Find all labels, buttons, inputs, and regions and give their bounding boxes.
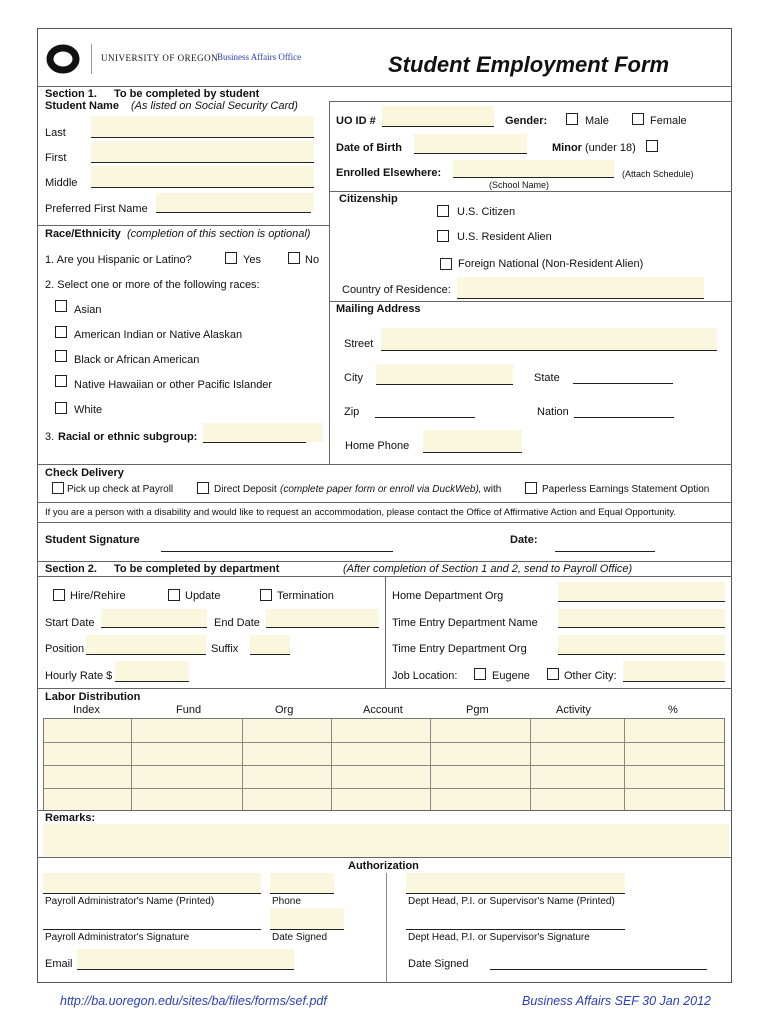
hourly-rate-label: Hourly Rate $ [45,670,113,682]
section2-label: Section 2. [45,563,97,575]
middle-name-input[interactable] [91,166,314,187]
q3-number: 3. [45,431,55,443]
col-org: Org [275,704,294,716]
american-indian-label: American Indian or Native Alaskan [74,329,243,341]
minor-label: Minor [552,142,582,154]
paperless-checkbox[interactable] [525,482,537,494]
payroll-signature-line[interactable] [43,929,261,930]
home-phone-label: Home Phone [345,440,410,452]
male-label: Male [585,115,609,127]
direct-deposit-note: (complete paper form or enroll via DuckWeb) [280,484,479,495]
female-checkbox[interactable] [632,113,644,125]
first-name-input[interactable] [91,141,314,162]
authorization-heading: Authorization [348,860,419,872]
us-resident-label: U.S. Resident Alien [457,231,552,243]
dept-head-signature-label: Dept Head, P.I. or Supervisor's Signature [408,932,590,943]
pickup-label: Pick up check at Payroll [67,484,174,495]
divider [37,810,732,811]
suffix-input[interactable] [250,635,290,654]
suffix-label: Suffix [211,643,239,655]
dept-head-name-label: Dept Head, P.I. or Supervisor's Name (Printed) [408,896,615,907]
job-location-label: Job Location: [392,670,458,682]
direct-deposit-checkbox[interactable] [197,482,209,494]
section2-desc: To be completed by department [114,563,280,575]
divider [37,225,329,226]
minor-checkbox[interactable] [646,140,658,152]
te-name-input[interactable] [558,609,725,627]
phone-input[interactable] [270,873,334,893]
uo-id-label: UO ID # [336,115,376,127]
q2-label: 2. Select one or more of the following races: [45,279,260,291]
col-index: Index [73,704,100,716]
female-label: Female [650,115,687,127]
no-label: No [305,254,320,266]
mailing-heading: Mailing Address [336,303,421,315]
position-label: Position [45,643,85,655]
home-dept-input[interactable] [558,582,725,601]
col-pgm: Pgm [466,704,489,716]
eugene-label: Eugene [492,670,530,682]
middle-label: Middle [45,177,78,189]
uo-id-input[interactable] [382,106,494,126]
divider [37,561,732,562]
attach-schedule-note: (Attach Schedule) [622,169,694,179]
other-city-input[interactable] [623,661,725,681]
divider [329,301,732,302]
school-name-caption: (School Name) [489,180,550,190]
date-signed-2-label: Date Signed [408,958,469,970]
us-citizen-label: U.S. Citizen [457,206,516,218]
termination-label: Termination [277,590,334,602]
form-url[interactable]: http://ba.uoregon.edu/sites/ba/files/forms/sef.pdf [60,994,327,1008]
student-name-note: (As listed on Social Security Card) [131,100,298,112]
hire-label: Hire/Rehire [70,590,126,602]
email-label: Email [45,958,73,970]
te-name-label: Time Entry Department Name [392,617,538,629]
section2-divider [385,576,386,688]
col-percent: % [668,704,678,716]
update-label: Update [185,590,221,602]
other-city-label: Other City: [564,670,617,682]
black-checkbox[interactable] [55,350,67,362]
start-date-label: Start Date [45,617,95,629]
date-signed-label: Date Signed [272,932,328,943]
citizenship-heading: Citizenship [339,193,398,205]
pickup-checkbox[interactable] [52,482,64,494]
logo-divider [91,44,92,74]
gender-label: Gender: [505,115,548,127]
divider [37,502,732,503]
first-label: First [45,152,67,164]
dept-head-signature-line[interactable] [406,929,625,930]
te-org-label: Time Entry Department Org [392,643,527,655]
city-label: City [344,372,363,384]
last-name-input[interactable] [91,116,314,137]
white-checkbox[interactable] [55,402,67,414]
dob-label: Date of Birth [336,142,402,154]
revision-note: Business Affairs SEF 30 Jan 2012 [522,994,711,1008]
other-city-checkbox[interactable] [547,668,559,680]
divider [329,101,732,102]
payroll-date-input[interactable] [270,908,344,929]
end-date-input[interactable] [266,609,379,627]
col-account: Account [363,704,403,716]
last-label: Last [45,127,66,139]
check-delivery-heading: Check Delivery [45,467,124,479]
state-label: State [534,372,560,384]
home-dept-label: Home Department Org [392,590,504,602]
preferred-name-label: Preferred First Name [45,203,148,215]
divider [37,464,732,465]
yes-label: Yes [243,254,261,266]
home-phone-input[interactable] [423,430,522,452]
disability-notice: If you are a person with a disability and would like to request an accommodation, please contact the Office of Affirmative Action and Equal Opportunity. [45,507,677,518]
payroll-name-label: Payroll Administrator's Name (Printed) [45,896,215,907]
nation-label: Nation [537,406,569,418]
end-date-label: End Date [214,617,260,629]
student-name-heading: Student Name [45,100,119,112]
section1-divider [329,101,330,464]
zip-label: Zip [344,406,360,418]
col-activity: Activity [556,704,591,716]
hire-checkbox[interactable] [53,589,65,601]
hourly-rate-input[interactable] [115,661,189,681]
start-date-input[interactable] [101,609,207,627]
hispanic-no-checkbox[interactable] [288,252,300,264]
office-name: Business Affairs Office [217,52,302,62]
dob-input[interactable] [414,134,527,153]
student-signature-line[interactable] [161,551,393,552]
us-resident-checkbox[interactable] [437,230,449,242]
update-checkbox[interactable] [168,589,180,601]
eugene-checkbox[interactable] [474,668,486,680]
street-label: Street [344,338,374,350]
foreign-national-label: Foreign National (Non-Resident Alien) [458,258,644,270]
authorization-divider [386,873,387,983]
white-label: White [74,404,103,416]
uo-logo [46,44,80,74]
form-title: Student Employment Form [388,52,670,77]
race-note: (completion of this section is optional) [127,228,311,240]
hawaiian-label: Native Hawaiian or other Pacific Islander [74,379,273,391]
divider [37,688,732,689]
asian-label: Asian [74,304,102,316]
asian-checkbox[interactable] [55,300,67,312]
foreign-national-checkbox[interactable] [440,258,452,270]
american-indian-checkbox[interactable] [55,326,67,338]
phone-label: Phone [272,896,301,907]
divider [37,857,732,858]
remarks-label: Remarks: [45,812,96,824]
race-heading: Race/Ethnicity [45,228,121,240]
labor-heading: Labor Distribution [45,691,141,703]
divider [329,191,732,192]
divider [37,522,732,523]
position-input[interactable] [86,635,206,654]
country-input[interactable] [457,277,704,298]
street-input[interactable] [381,328,717,350]
remarks-input[interactable] [43,824,729,857]
enrolled-label: Enrolled Elsewhere: [336,167,442,179]
col-fund: Fund [176,704,202,716]
enrolled-school-input[interactable] [453,160,614,177]
city-input[interactable] [376,364,513,384]
hispanic-yes-checkbox[interactable] [225,252,237,264]
male-checkbox[interactable] [566,113,578,125]
divider [37,86,732,87]
black-label: Black or African American [74,354,200,366]
university-name: UNIVERSITY OF OREGON [101,53,219,63]
section2-note: (After completion of Section 1 and 2, send to Payroll Office) [343,563,633,575]
signature-label: Student Signature [45,534,140,546]
paperless-label: Paperless Earnings Statement Option [542,484,710,495]
te-org-input[interactable] [558,635,725,654]
minor-note: (under 18) [585,142,636,154]
preferred-name-input[interactable] [156,193,314,212]
direct-deposit-with: , with [478,484,502,495]
q1-label: 1. Are you Hispanic or Latino? [45,254,192,266]
section1-label: Section 1. [45,88,97,100]
termination-checkbox[interactable] [260,589,272,601]
payroll-name-input[interactable] [43,873,261,893]
dept-head-date-line[interactable] [490,969,707,970]
labor-distribution-table[interactable] [43,718,725,811]
payroll-signature-label: Payroll Administrator's Signature [45,932,190,943]
country-label: Country of Residence: [342,284,451,296]
email-input[interactable] [77,949,294,969]
section1-desc: To be completed by student [114,88,260,100]
dept-head-name-input[interactable] [406,873,625,893]
date-label: Date: [510,534,538,546]
us-citizen-checkbox[interactable] [437,205,449,217]
direct-deposit-label: Direct Deposit [214,484,277,495]
hawaiian-checkbox[interactable] [55,375,67,387]
signature-date-line[interactable] [555,551,655,552]
q3-label: Racial or ethnic subgroup: [58,431,198,443]
subgroup-input[interactable] [203,423,323,442]
